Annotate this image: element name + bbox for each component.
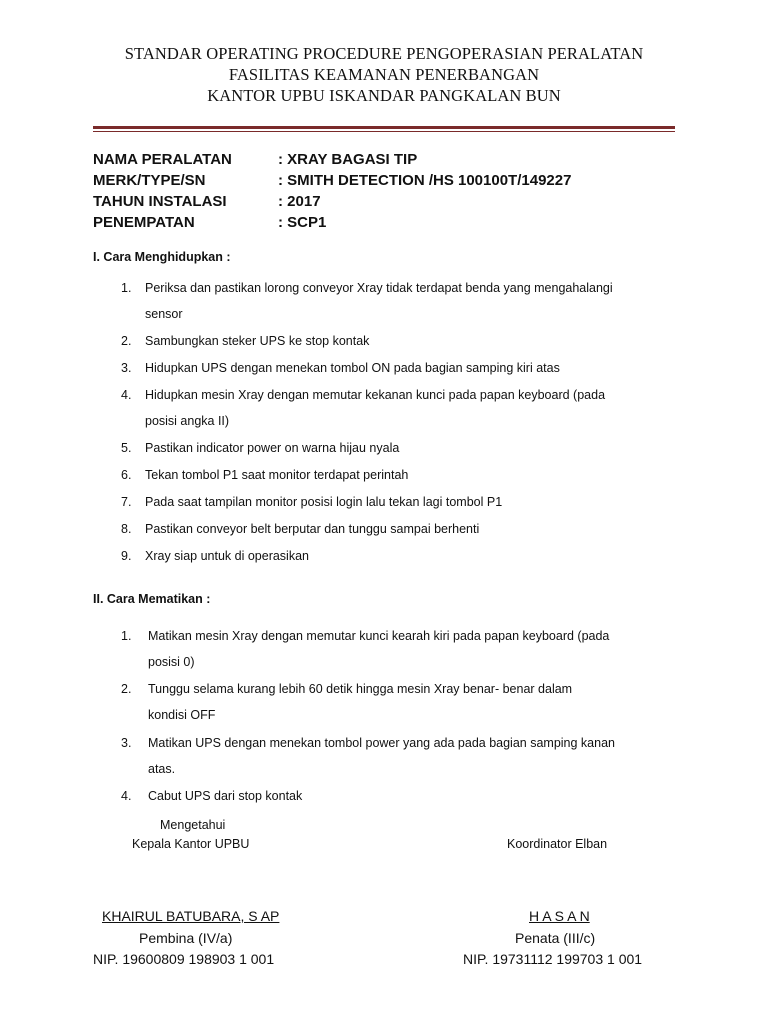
list-item: Sambungkan steker UPS ke stop kontak: [145, 334, 370, 348]
right-signatory-role: Koordinator Elban: [507, 837, 608, 851]
list-item-number: 2.: [121, 682, 132, 696]
meta-place-label: PENEMPATAN: [93, 214, 195, 231]
section-1-title: I. Cara Menghidupkan :: [93, 250, 231, 264]
meta-year-label: TAHUN INSTALASI: [93, 193, 227, 210]
list-item: Hidupkan UPS dengan menekan tombol ON pada bagian samping kiri atas: [145, 361, 560, 375]
document-title-line-2: FASILITAS KEAMANAN PENERBANGAN: [228, 65, 540, 84]
meta-name-value: : XRAY BAGASI TIP: [278, 151, 418, 168]
list-item-continuation: posisi angka II): [145, 414, 230, 428]
list-item-number: 1.: [121, 281, 132, 295]
meta-year-value: : 2017: [278, 193, 321, 210]
list-item: Matikan mesin Xray dengan memutar kunci kearah kiri pada papan keyboard (pada: [148, 629, 610, 643]
list-item-number: 9.: [121, 549, 132, 563]
list-item: Pastikan indicator power on warna hijau nyala: [145, 441, 400, 455]
list-item-continuation: posisi 0): [148, 655, 195, 669]
left-signatory-role: Kepala Kantor UPBU: [132, 837, 250, 851]
section-2-title: II. Cara Mematikan :: [93, 592, 211, 606]
header-rule-thin: [93, 131, 675, 132]
list-item: Hidupkan mesin Xray dengan memutar kekanan kunci pada papan keyboard (pada: [145, 388, 606, 402]
right-signatory-name: H A S A N: [529, 908, 590, 924]
right-signatory-rank: Penata (III/c): [515, 930, 596, 946]
right-signatory-nip: NIP. 19731112 199703 1 001: [463, 951, 643, 967]
document-title-line-3: KANTOR UPBU ISKANDAR PANGKALAN BUN: [207, 86, 561, 105]
list-item-number: 3.: [121, 736, 132, 750]
acknowledged-label: Mengetahui: [160, 818, 226, 832]
list-item-number: 4.: [121, 388, 132, 402]
list-item-number: 3.: [121, 361, 132, 375]
list-item-number: 2.: [121, 334, 132, 348]
document-title-line-1: STANDAR OPERATING PROCEDURE PENGOPERASIAN PERALATAN: [124, 44, 644, 63]
list-item: Matikan UPS dengan menekan tombol power yang ada pada bagian samping kanan: [148, 736, 615, 750]
meta-merk-label: MERK/TYPE/SN: [93, 172, 206, 189]
list-item-number: 5.: [121, 441, 132, 455]
list-item-continuation: atas.: [148, 762, 176, 776]
list-item: Tunggu selama kurang lebih 60 detik hingga mesin Xray benar- benar dalam: [148, 682, 573, 696]
list-item-number: 1.: [121, 629, 132, 643]
list-item: Tekan tombol P1 saat monitor terdapat perintah: [145, 468, 409, 482]
meta-place-value: : SCP1: [278, 214, 327, 231]
list-item: Xray siap untuk di operasikan: [145, 549, 309, 563]
list-item-continuation: kondisi OFF: [148, 708, 216, 722]
list-item-number: 8.: [121, 522, 132, 536]
list-item-number: 7.: [121, 495, 132, 509]
list-item-number: 6.: [121, 468, 132, 482]
left-signatory-rank: Pembina (IV/a): [139, 930, 233, 946]
list-item: Periksa dan pastikan lorong conveyor Xray tidak terdapat benda yang mengahalangi: [145, 281, 613, 295]
header-rule-thick: [93, 126, 675, 129]
left-signatory-name: KHAIRUL BATUBARA, S AP: [102, 908, 280, 924]
list-item: Pada saat tampilan monitor posisi login lalu tekan lagi tombol P1: [145, 495, 503, 509]
meta-name-label: NAMA PERALATAN: [93, 151, 232, 168]
list-item: Pastikan conveyor belt berputar dan tunggu sampai berhenti: [145, 522, 480, 536]
list-item: Cabut UPS dari stop kontak: [148, 789, 303, 803]
left-signatory-nip: NIP. 19600809 198903 1 001: [93, 951, 275, 967]
list-item-number: 4.: [121, 789, 132, 803]
meta-merk-value: : SMITH DETECTION /HS 100100T/149227: [278, 172, 572, 189]
list-item-continuation: sensor: [145, 307, 183, 321]
